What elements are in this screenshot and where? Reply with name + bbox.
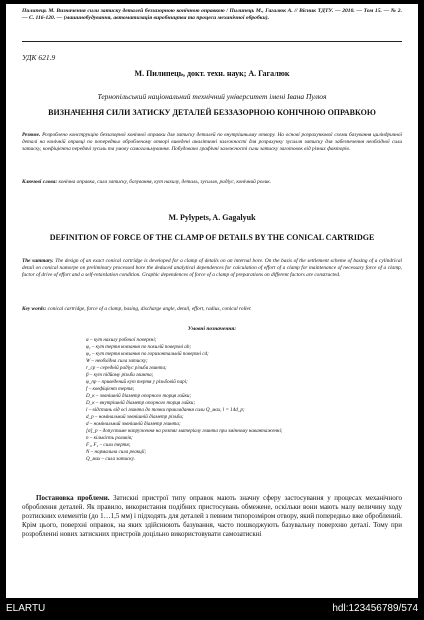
keywords-english-label: Key words:: [22, 306, 47, 312]
keywords-ukrainian-label: Ключові слова:: [22, 179, 58, 185]
notation-item: α – кут нахилу робочої поверхні;: [86, 337, 157, 343]
keywords-english: [22, 306, 402, 313]
header-divider: [22, 41, 402, 42]
citation-header: Пилипець М. Визначення сили затиску деталей беззазорною конічною оправкою / Пилипець М., Гагалюк А. // Вісник ТДТУ. — 2010. — Том 15. — № 2. — С. 116-120. — (машинобудування, автоматизація виробництва та процеси механічної обробки).: [22, 8, 402, 21]
notation-item: D_к – внутрішній діаметр опорного торця гайки;: [86, 400, 196, 407]
abstract-ukrainian: [22, 132, 402, 152]
authors-ukrainian: М. Пилипець, докт. техн. наук; А. Гагалюк: [134, 69, 290, 78]
notation-heading: Умовні позначення:: [187, 326, 237, 332]
authors-english: M. Pylypets, A. Gagalyuk: [168, 213, 256, 222]
notation-item: φ_пр – приведений кут тертя у різьбовій парі;: [86, 379, 188, 386]
handle-identifier: hdl:123456789/574: [332, 603, 418, 614]
abstract-english-label: The summary.: [22, 258, 54, 264]
notation-item: N – нормальна сила реакції;: [86, 449, 147, 456]
abstract-ukrainian-label: Резюме.: [22, 132, 41, 138]
notation-item: φ₁ – кут тертя ковзання по похилій поверхні ab;: [86, 344, 192, 351]
notation-list: [86, 337, 406, 463]
notation-item: D_к – зовнішній діаметр опорного торця гайки;: [86, 393, 192, 400]
notation-item: d – номінальний зовнішній діаметр гвинта;: [86, 421, 181, 428]
udk-code: УДК 621.9: [22, 53, 56, 62]
notation-item: F₁, F₂ – сили тертя;: [86, 442, 131, 449]
abstract-english-text: The design of an exact conical cartridge is developed for a clamp of details on an internal bore. On the basis of the settlement scheme of basing of a cylindrical detail on conical namorpe on preliminary processed bore the deduced analytical dependences for calculation of effort of a clamp for maintenance of necessary force of a clamp, factor of drive of effort and a self-retardation condition. Graphic dependences of force of a clamp of preparations on different factors are constructed.: [22, 258, 403, 278]
body-lead-heading: Постановка проблеми.: [36, 494, 110, 502]
keywords-ukrainian-text: конічна оправка, сила затиску, базування, кут нахилу, деталь, зусилля, радіус, конічний ролик.: [58, 179, 272, 185]
notation-item: r_ср – середній радіус різьби гвинта;: [86, 365, 167, 372]
abstract-ukrainian-text: Розроблено конструкцію беззазорної конічної оправки для затиску деталей по внутрішньому отвору. На основі розрахункової схеми базування циліндричної деталі на конічній оправці по попередньо обробленому отворі виведені аналітичні залежності для розрахунку зусилля затиску для забезпечення необхідної сили затиску, коефіцієнта передачі зусиль та умову самогальмування. Побудовано графічні залежності сили затиску заготовок від різних факторів.: [22, 132, 402, 152]
document-page: [6, 4, 418, 598]
notation-item: n – кількість роликів;: [86, 435, 133, 442]
notation-item: φ₂ – кут тертя ковзання по горизонтальній поверхні cd;: [86, 351, 209, 358]
body-paragraph-text: Затискні пристрої типу оправок мають значну сферу застосування у процесах механічного оброблення деталей. Як правило, використання подібних пристосувань обмежене, оскільки вони мають малу величину ходу розтискних елементів (до 1…1,5 мм) і підходять для деталей з певним типорозміром отвору, який попередньо вже оброблений. Крім цього, поверхні оправок, на яких здійснюють базування, часто пошкоджують базувальну поверхню деталі. Тому при розробленні нових затискних пристроїв доцільно використовувати самозатискні: [22, 494, 402, 539]
title-english: DEFINITION OF FORCE OF THE CLAMP OF DETAILS BY THE CONICAL CARTRIDGE: [49, 233, 375, 242]
notation-item: [σ]_p – допустиме напруження на розтяг матеріалу гвинта при змінному навантаженні;: [86, 428, 283, 435]
notation-item: Q_мах – сила затиску.: [86, 456, 135, 463]
notation-item: l – відстань від осі гвинта до точки прикладання сили Q_мах, l = 14d_p;: [86, 407, 245, 414]
keywords-english-text: conical cartridge, force of a clamp, basing, discharge angle, detail, effort, radius, conical roller.: [47, 306, 252, 312]
notation-item: f – коефіцієнт тертя;: [86, 386, 135, 393]
title-ukrainian: ВИЗНАЧЕННЯ СИЛИ ЗАТИСКУ ДЕТАЛЕЙ БЕЗЗАЗОРНОЮ КОНІЧНОЮ ОПРАВКОЮ: [48, 108, 376, 117]
body-paragraph: [22, 494, 402, 539]
notation-item: d_p – номінальний зовнішній діаметр різьби;: [86, 414, 184, 421]
repository-label: ELARTU: [6, 603, 46, 614]
affiliation: Тернопільський національний технічний університет імені Івана Пулюя: [97, 92, 327, 101]
notation-item: β – кут підйому різьби гвинта;: [86, 372, 154, 379]
notation-item: W – необхідна сила затиску;: [86, 358, 148, 365]
abstract-english: [22, 258, 402, 279]
keywords-ukrainian: [22, 179, 402, 186]
